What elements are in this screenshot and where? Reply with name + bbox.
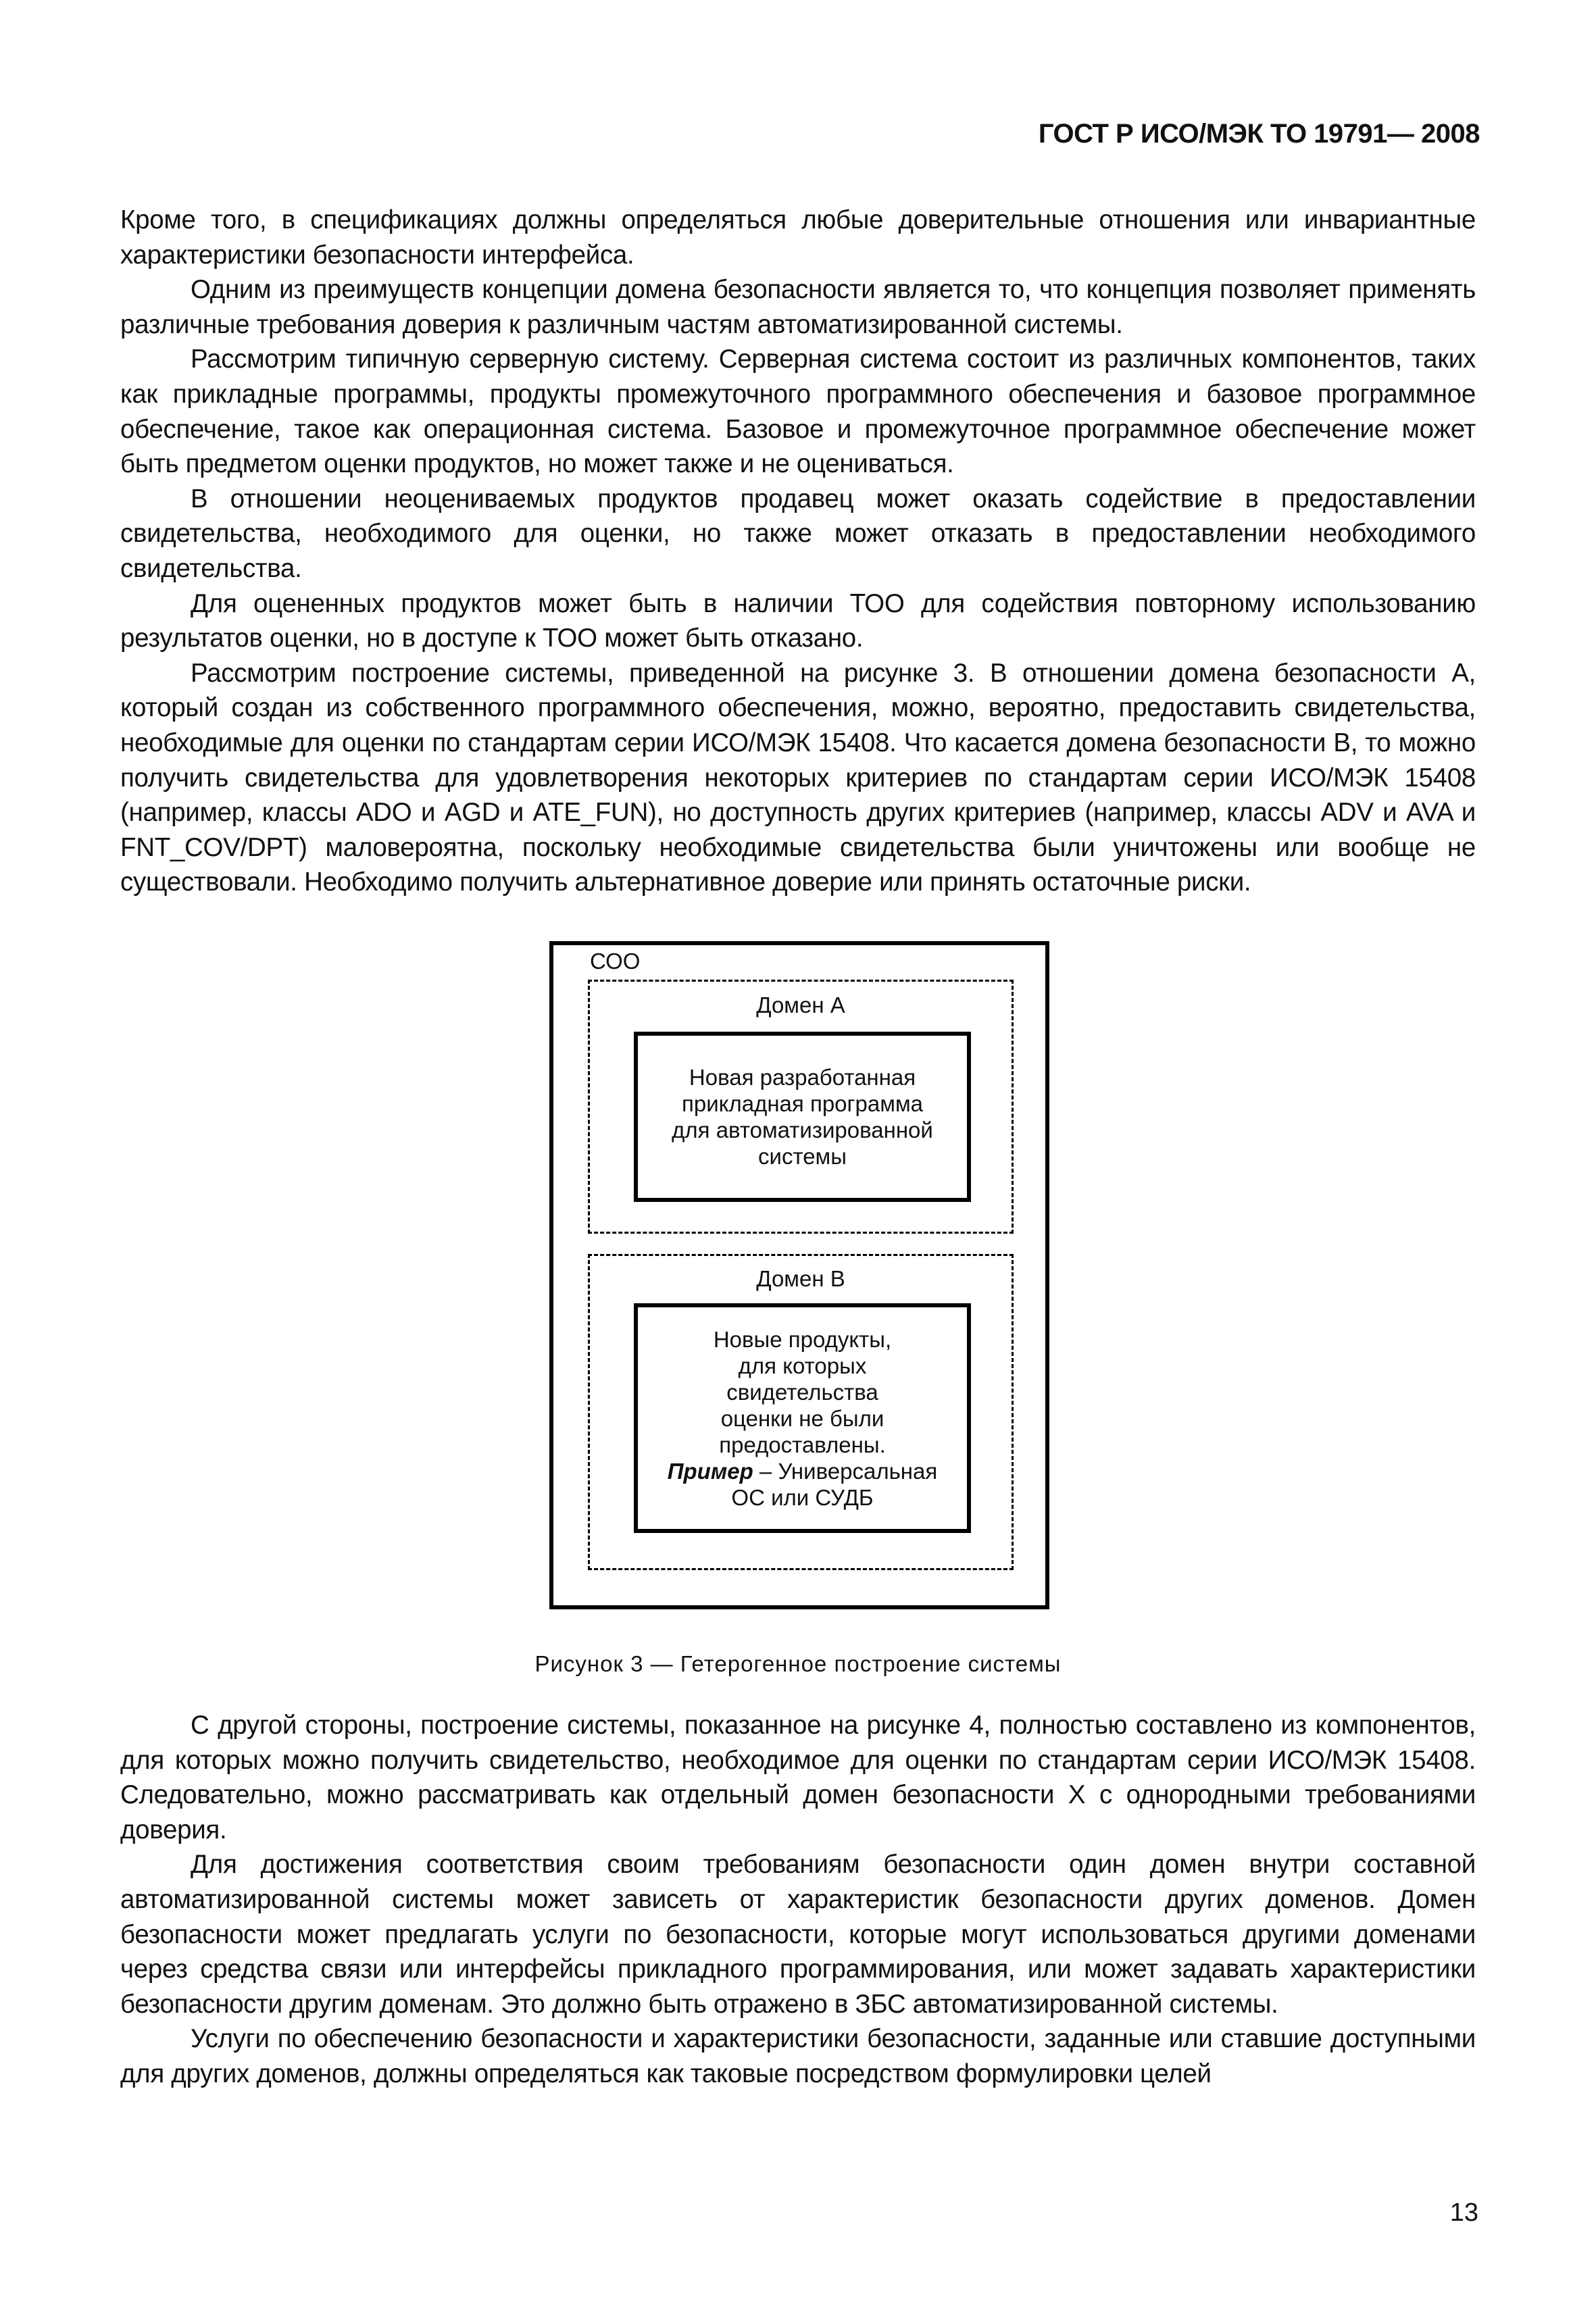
domain-a-label: Домен А — [756, 992, 845, 1017]
domain-b-box — [634, 1303, 971, 1533]
domain-b-box-text — [668, 1326, 937, 1511]
paragraph: Рассмотрим построение системы, приведенной на рисунке 3. В отношении домена безопасности А, который создан из собственного программного обеспечения, можно, вероятно, предоставить свидетельства, необходимые для оценки по стандартам серии ИСО/МЭК 15408. Что касается домена безопасности В, то можно получить свидетельства для удовлетворения некоторых критериев по стандартам серии ИСО/МЭК 15408 (например, классы ADO и AGD и ATE_FUN), но доступность других критериев (например, классы ADV и AVA и FNT_COV/DPT) маловероятна, поскольку необходимые свидетельства были уничтожены или вообще не существовали. Необходимо получить альтернативное доверие или принять остаточные риски. — [120, 658, 1476, 897]
domain-b-example-label: Пример — [667, 1458, 753, 1484]
paragraph: Кроме того, в спецификациях должны определяться любые доверительные отношения или инвариантные характеристики безопасности интерфейса. — [120, 205, 1476, 270]
domain-b-label: Домен В — [756, 1266, 845, 1291]
paragraph: В отношении неоцениваемых продуктов продавец может оказать содействие в предоставлении свидетельства, необходимого для оценки, но также может отказать в предоставлении необходимого свидетельства. — [120, 484, 1476, 583]
domain-a-box-text: Новая разработанная прикладная программа для автоматизированной системы — [672, 1065, 933, 1169]
paragraph: Рассмотрим типичную серверную систему. Серверная система состоит из различных компонентов, таких как прикладные программы, продукты промежуточного программного обеспечения и базовое программное обеспечение, такое как операционная система. Базовое и промежуточное программное обеспечение может быть предметом оценки продуктов, но может также и не оцениваться. — [120, 345, 1476, 479]
paragraph: Одним из преимуществ концепции домена безопасности является то, что концепция позволяет применять различные требования доверия к различным частям автоматизированной системы. — [120, 275, 1476, 339]
domain-b-example-text: – Универсальная ОС или СУДБ — [731, 1458, 938, 1510]
body-text-bottom — [120, 1708, 1476, 2092]
body-text-top — [120, 203, 1476, 900]
page-number: 13 — [1449, 2198, 1478, 2227]
paragraph: Для достижения соответствия своим требованиям безопасности один домен внутри составной автоматизированной системы может зависеть от характеристик безопасности других доменов. Домен безопасности может предлагать услуги по безопасности, которые могут использоваться другими доменами через средства связи или интерфейсы прикладного программирования, или может задавать характеристики безопасности другим доменам. Это должно быть отражено в ЗБС автоматизированной системы. — [120, 1850, 1476, 2019]
figure-coo-label: СОО — [590, 949, 641, 974]
document-header: ГОСТ Р ИСО/МЭК ТО 19791— 2008 — [1038, 119, 1480, 149]
paragraph: Услуги по обеспечению безопасности и характеристики безопасности, заданные или ставшие доступными для других доменов, должны определяться как таковые посредством формулировки целей — [120, 2024, 1476, 2088]
domain-a-box — [634, 1032, 971, 1202]
paragraph: С другой стороны, построение системы, показанное на рисунке 4, полностью составлено из компонентов, для которых можно получить свидетельство, необходимое для оценки по стандартам серии ИСО/МЭК 15408. Следовательно, можно рассматривать как отдельный домен безопасности X с однородными требованиями доверия. — [120, 1711, 1476, 1844]
figure-caption: Рисунок 3 — Гетерогенное построение системы — [534, 1651, 1062, 1676]
paragraph: Для оцененных продуктов может быть в наличии ТОО для содействия повторному использованию результатов оценки, но в доступе к ТОО может быть отказано. — [120, 588, 1476, 653]
domain-b-description: Новые продукты, для которых свидетельства оценки не были предоставлены. — [713, 1326, 892, 1457]
